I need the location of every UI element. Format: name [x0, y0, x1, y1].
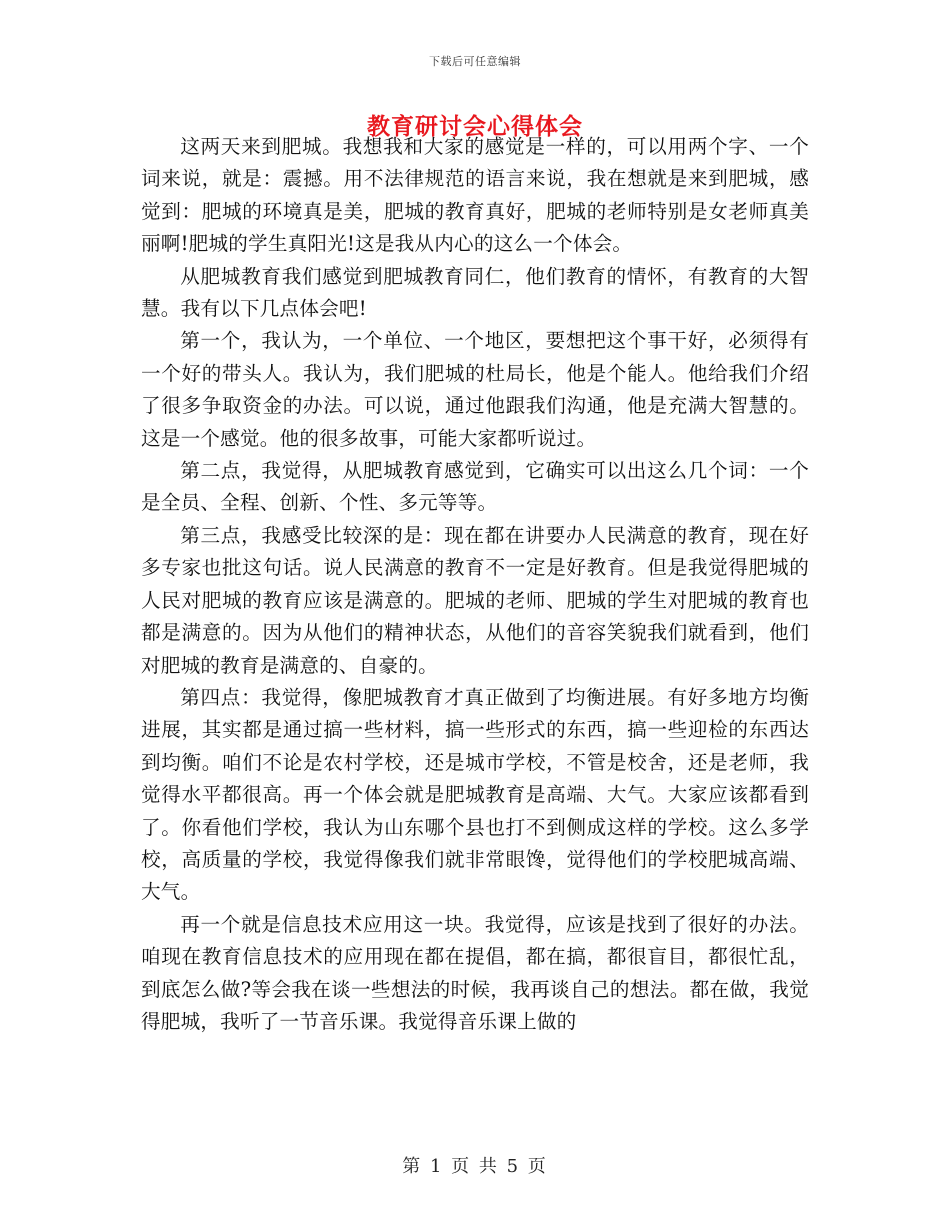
paragraph-7: 再一个就是信息技术应用这一块。我觉得，应该是找到了很好的办法。咱现在教育信息技术的应用现在都在提倡，都在搞，都很盲目，都很忙乱，到底怎么做?等会我在谈一些想法的时候，我再谈自己的想法。都在做，我觉得肥城，我听了一节音乐课。我觉得音乐课上做的	[141, 912, 809, 1033]
paragraph-4: 第二点，我觉得，从肥城教育感觉到，它确实可以出这么几个词：一个是全员、全程、创新、个性、多元等等。	[141, 459, 809, 515]
paragraph-3: 第一个，我认为，一个单位、一个地区，要想把这个事干好，必须得有一个好的带头人。我认为，我们肥城的杜局长，他是个能人。他给我们介绍了很多争取资金的办法。可以说，通过他跟我们沟通，他是充满大智慧的。这是一个感觉。他的很多故事，可能大家都听说过。	[141, 329, 809, 450]
document-title: 教育研讨会心得体会	[367, 114, 583, 140]
page-footer: 第 1 页 共 5 页	[402, 1156, 548, 1177]
paragraph-1: 这两天来到肥城。我想我和大家的感觉是一样的，可以用两个字、一个词来说，就是：震撼。用不法律规范的语言来说，我在想就是来到肥城，感觉到：肥城的环境真是美，肥城的教育真好，肥城的老师特别是女老师真美丽啊!肥城的学生真阳光!这是我从内心的这么一个体会。	[141, 135, 809, 256]
header-note: 下载后可任意编辑	[429, 55, 521, 68]
paragraph-6: 第四点：我觉得，像肥城教育才真正做到了均衡进展。有好多地方均衡进展，其实都是通过搞一些材料，搞一些形式的东西，搞一些迎检的东西达到均衡。咱们不论是农村学校，还是城市学校，不管是校舍，还是老师，我觉得水平都很高。再一个体会就是肥城教育是高端、大气。大家应该都看到了。你看他们学校，我认为山东哪个县也打不到侧成这样的学校。这么多学校，高质量的学校，我觉得像我们就非常眼馋，觉得他们的学校肥城高端、大气。	[141, 685, 809, 904]
paragraph-5: 第三点，我感受比较深的是：现在都在讲要办人民满意的教育，现在好多专家也批这句话。说人民满意的教育不一定是好教育。但是我觉得肥城的人民对肥城的教育应该是满意的。肥城的老师、肥城的学生对肥城的教育也都是满意的。因为从他们的精神状态，从他们的音容笑貌我们就看到，他们对肥城的教育是满意的、自豪的。	[141, 523, 809, 677]
paragraph-2: 从肥城教育我们感觉到肥城教育同仁，他们教育的情怀，有教育的大智慧。我有以下几点体会吧!	[141, 264, 809, 321]
document-body	[141, 131, 809, 1038]
